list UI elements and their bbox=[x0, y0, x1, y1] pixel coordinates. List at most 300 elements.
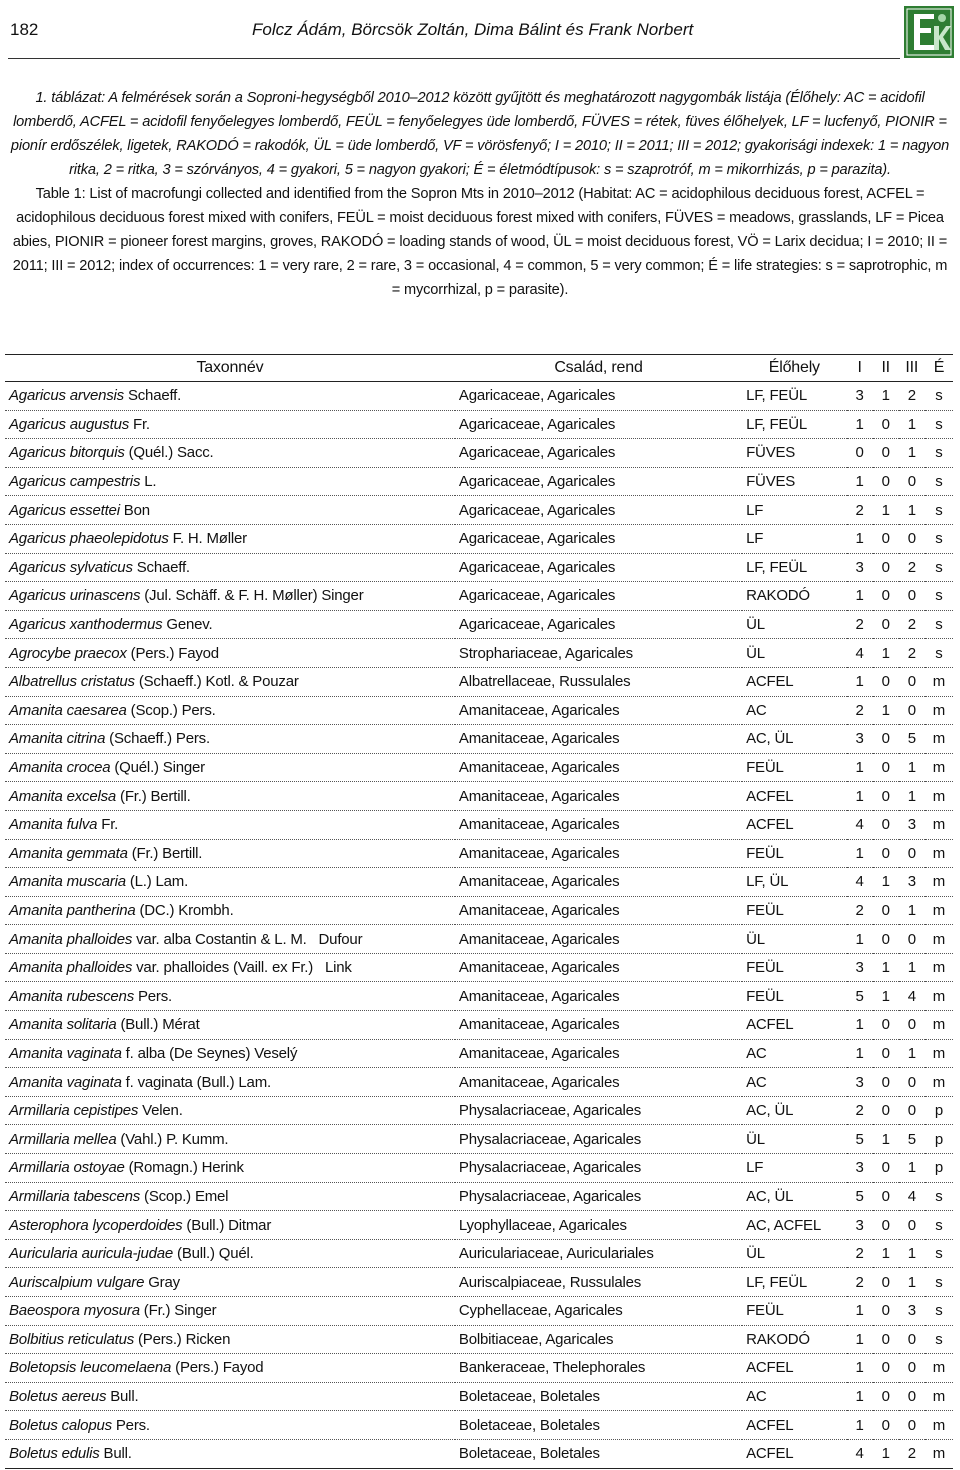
year-2012-cell: 0 bbox=[899, 524, 925, 553]
family-cell: Bolbitiaceae, Agaricales bbox=[455, 1325, 742, 1354]
habitat-cell: ACFEL bbox=[742, 1354, 846, 1383]
year-2012-cell: 1 bbox=[899, 1268, 925, 1297]
taxon-name-cell bbox=[5, 725, 455, 754]
header-habitat: Élőhely bbox=[742, 355, 846, 382]
taxon-name-cell bbox=[5, 582, 455, 611]
family-cell: Agaricaceae, Agaricales bbox=[455, 553, 742, 582]
life-strategy-cell: m bbox=[925, 1011, 953, 1040]
year-2012-cell: 1 bbox=[899, 410, 925, 439]
habitat-cell: ACFEL bbox=[742, 1011, 846, 1040]
year-2011-cell: 0 bbox=[873, 467, 899, 496]
life-strategy-cell: s bbox=[925, 382, 953, 411]
taxon-author: (Vahl.) P. Kumm. bbox=[116, 1130, 229, 1148]
taxon-binomial: Amanita pantherina bbox=[9, 901, 136, 919]
year-2012-cell: 2 bbox=[899, 610, 925, 639]
table-caption bbox=[8, 86, 952, 302]
family-cell: Amanitaceae, Agaricales bbox=[455, 753, 742, 782]
year-2011-cell: 1 bbox=[873, 1125, 899, 1154]
table-row bbox=[5, 410, 953, 439]
year-2012-cell: 3 bbox=[899, 810, 925, 839]
taxon-binomial: Agaricus phaeolepidotus bbox=[9, 530, 169, 548]
year-2010-cell: 4 bbox=[847, 639, 873, 668]
taxon-name-cell bbox=[5, 982, 455, 1011]
family-cell: Agaricaceae, Agaricales bbox=[455, 467, 742, 496]
taxon-binomial: Agaricus augustus bbox=[9, 415, 130, 433]
table-row bbox=[5, 810, 953, 839]
year-2012-cell: 2 bbox=[899, 382, 925, 411]
taxon-author: (Scop.) Emel bbox=[140, 1187, 229, 1205]
family-cell: Amanitaceae, Agaricales bbox=[455, 1068, 742, 1097]
taxon-binomial: Amanita excelsa bbox=[9, 787, 117, 805]
habitat-cell: LF, FEÜL bbox=[742, 382, 846, 411]
year-2011-cell: 0 bbox=[873, 1382, 899, 1411]
taxon-name-cell bbox=[5, 1411, 455, 1440]
family-cell: Amanitaceae, Agaricales bbox=[455, 839, 742, 868]
year-2010-cell: 5 bbox=[847, 982, 873, 1011]
taxon-binomial: Agaricus xanthodermus bbox=[9, 616, 163, 634]
year-2010-cell: 3 bbox=[847, 1154, 873, 1183]
year-2010-cell: 3 bbox=[847, 1211, 873, 1240]
year-2011-cell: 1 bbox=[873, 982, 899, 1011]
year-2010-cell: 1 bbox=[847, 839, 873, 868]
journal-logo-icon bbox=[904, 6, 954, 58]
habitat-cell: FEÜL bbox=[742, 753, 846, 782]
table-row bbox=[5, 1182, 953, 1211]
header-taxon: Taxonnév bbox=[5, 355, 455, 382]
habitat-cell: AC bbox=[742, 696, 846, 725]
taxon-name-cell bbox=[5, 868, 455, 897]
family-cell: Agaricaceae, Agaricales bbox=[455, 582, 742, 611]
taxon-name-cell bbox=[5, 410, 455, 439]
table-header-row bbox=[5, 355, 953, 382]
taxon-binomial: Amanita caesarea bbox=[9, 701, 127, 719]
family-cell: Physalacriaceae, Agaricales bbox=[455, 1096, 742, 1125]
taxon-author: (Fr.) Singer bbox=[139, 1302, 217, 1320]
taxon-name-cell bbox=[5, 1382, 455, 1411]
taxon-author: Fr. bbox=[129, 415, 150, 433]
year-2010-cell: 2 bbox=[847, 896, 873, 925]
habitat-cell: ÜL bbox=[742, 610, 846, 639]
year-2011-cell: 0 bbox=[873, 439, 899, 468]
table-body bbox=[5, 382, 953, 1469]
family-cell: Auriscalpiaceae, Russulales bbox=[455, 1268, 742, 1297]
life-strategy-cell: m bbox=[925, 725, 953, 754]
taxon-author: (Fr.) Bertill. bbox=[127, 844, 203, 862]
year-2012-cell: 0 bbox=[899, 1096, 925, 1125]
taxon-binomial: Asterophora lycoperdoides bbox=[9, 1216, 183, 1234]
habitat-cell: ÜL bbox=[742, 639, 846, 668]
year-2011-cell: 1 bbox=[873, 1239, 899, 1268]
taxon-author: (Schaeff.) Kotl. & Pouzar bbox=[134, 673, 299, 691]
table-row bbox=[5, 868, 953, 897]
taxon-author: (Quél.) Sacc. bbox=[124, 444, 214, 462]
year-2010-cell: 5 bbox=[847, 1182, 873, 1211]
year-2011-cell: 1 bbox=[873, 696, 899, 725]
taxon-name-cell bbox=[5, 1439, 455, 1468]
taxon-binomial: Bolbitius reticulatus bbox=[9, 1330, 135, 1348]
header-life-strategy: É bbox=[925, 355, 953, 382]
life-strategy-cell: m bbox=[925, 953, 953, 982]
taxon-author: L. bbox=[140, 473, 157, 491]
year-2010-cell: 2 bbox=[847, 610, 873, 639]
table-row bbox=[5, 1354, 953, 1383]
year-2010-cell: 1 bbox=[847, 1011, 873, 1040]
family-cell: Agaricaceae, Agaricales bbox=[455, 382, 742, 411]
habitat-cell: LF, ÜL bbox=[742, 868, 846, 897]
year-2012-cell: 2 bbox=[899, 553, 925, 582]
year-2011-cell: 0 bbox=[873, 1354, 899, 1383]
family-cell: Boletaceae, Boletales bbox=[455, 1382, 742, 1411]
family-cell: Amanitaceae, Agaricales bbox=[455, 782, 742, 811]
taxon-name-cell bbox=[5, 1182, 455, 1211]
habitat-cell: FÜVES bbox=[742, 439, 846, 468]
year-2012-cell: 1 bbox=[899, 953, 925, 982]
table-row bbox=[5, 1239, 953, 1268]
table-row bbox=[5, 1154, 953, 1183]
table-row bbox=[5, 467, 953, 496]
year-2011-cell: 1 bbox=[873, 953, 899, 982]
species-table bbox=[5, 354, 953, 1469]
year-2011-cell: 0 bbox=[873, 1268, 899, 1297]
taxon-name-cell bbox=[5, 1125, 455, 1154]
table-row bbox=[5, 382, 953, 411]
year-2012-cell: 1 bbox=[899, 1239, 925, 1268]
taxon-name-cell bbox=[5, 553, 455, 582]
year-2012-cell: 4 bbox=[899, 982, 925, 1011]
year-2012-cell: 0 bbox=[899, 1211, 925, 1240]
year-2011-cell: 0 bbox=[873, 410, 899, 439]
life-strategy-cell: s bbox=[925, 410, 953, 439]
year-2012-cell: 0 bbox=[899, 582, 925, 611]
life-strategy-cell: m bbox=[925, 896, 953, 925]
taxon-author: Bull. bbox=[99, 1445, 132, 1463]
year-2010-cell: 4 bbox=[847, 868, 873, 897]
year-2011-cell: 1 bbox=[873, 1439, 899, 1468]
life-strategy-cell: m bbox=[925, 667, 953, 696]
taxon-author: (Pers.) Ricken bbox=[134, 1330, 231, 1348]
year-2011-cell: 1 bbox=[873, 639, 899, 668]
taxon-binomial: Armillaria mellea bbox=[9, 1130, 117, 1148]
table-row bbox=[5, 953, 953, 982]
table-row bbox=[5, 753, 953, 782]
habitat-cell: LF, FEÜL bbox=[742, 410, 846, 439]
habitat-cell: ÜL bbox=[742, 925, 846, 954]
taxon-name-cell bbox=[5, 925, 455, 954]
taxon-name-cell bbox=[5, 439, 455, 468]
year-2011-cell: 1 bbox=[873, 868, 899, 897]
table-row bbox=[5, 1211, 953, 1240]
habitat-cell: LF bbox=[742, 524, 846, 553]
year-2012-cell: 0 bbox=[899, 1382, 925, 1411]
taxon-author: Pers. bbox=[111, 1416, 150, 1434]
taxon-name-cell bbox=[5, 810, 455, 839]
year-2011-cell: 0 bbox=[873, 782, 899, 811]
taxon-author: Bull. bbox=[106, 1388, 139, 1406]
taxon-author: (Bull.) Quél. bbox=[173, 1245, 254, 1263]
habitat-cell: RAKODÓ bbox=[742, 582, 846, 611]
life-strategy-cell: s bbox=[925, 1325, 953, 1354]
taxon-author: (Scop.) Pers. bbox=[126, 701, 216, 719]
table-row bbox=[5, 982, 953, 1011]
taxon-author: (Fr.) Bertill. bbox=[116, 787, 191, 805]
life-strategy-cell: m bbox=[925, 1354, 953, 1383]
family-cell: Agaricaceae, Agaricales bbox=[455, 610, 742, 639]
year-2010-cell: 1 bbox=[847, 1382, 873, 1411]
table-row bbox=[5, 782, 953, 811]
year-2010-cell: 4 bbox=[847, 810, 873, 839]
table-row bbox=[5, 839, 953, 868]
taxon-author: (Jul. Schäff. & F. H. Møller) Singer bbox=[140, 587, 364, 605]
family-cell: Albatrellaceae, Russulales bbox=[455, 667, 742, 696]
taxon-author: var. phalloides (Vaill. ex Fr.) Link bbox=[132, 959, 352, 977]
family-cell: Amanitaceae, Agaricales bbox=[455, 810, 742, 839]
taxon-name-cell bbox=[5, 1325, 455, 1354]
year-2010-cell: 1 bbox=[847, 1039, 873, 1068]
caption-hungarian: 1. táblázat: A felmérések során a Soproni-hegységből 2010–2012 között gyűjtött és meghatározott nagygombák listája (Élőhely: AC = acidofil lomberdő, ACFEL = acidofil fenyőelegyes lomberdő, FEÜL = fenyőelegyes üde lomberdő, FÜVES = rétek, füves élőhelyek, LF = lucfenyő, PIONIR = pionír erdőszélek, ligetek, RAKODÓ = rakodók, ÜL = üde lomberdő, VF = vörösfenyő; I = 2010; II = 2011; III = 2012; gyakorisági indexek: 1 = nagyon ritka, 2 = ritka, 3 = szórványos, 4 = gyakori, 5 = nagyon gyakori; É = életmódtípusok: s = szaprotróf, m = mikorrhizás, p = parazita). bbox=[10, 90, 950, 178]
year-2012-cell: 0 bbox=[899, 839, 925, 868]
family-cell: Physalacriaceae, Agaricales bbox=[455, 1154, 742, 1183]
taxon-name-cell bbox=[5, 953, 455, 982]
table-row bbox=[5, 1297, 953, 1326]
year-2012-cell: 1 bbox=[899, 496, 925, 525]
life-strategy-cell: p bbox=[925, 1154, 953, 1183]
taxon-author: (L.) Lam. bbox=[125, 873, 189, 891]
life-strategy-cell: m bbox=[925, 753, 953, 782]
life-strategy-cell: p bbox=[925, 1125, 953, 1154]
habitat-cell: FEÜL bbox=[742, 1297, 846, 1326]
year-2011-cell: 0 bbox=[873, 1325, 899, 1354]
year-2012-cell: 2 bbox=[899, 639, 925, 668]
table-row bbox=[5, 524, 953, 553]
taxon-author: Genev. bbox=[162, 616, 213, 634]
family-cell: Boletaceae, Boletales bbox=[455, 1411, 742, 1440]
year-2012-cell: 5 bbox=[899, 725, 925, 754]
year-2010-cell: 1 bbox=[847, 467, 873, 496]
taxon-author: var. alba Costantin & L. M. Dufour bbox=[132, 930, 363, 948]
taxon-name-cell bbox=[5, 782, 455, 811]
taxon-binomial: Amanita phalloides bbox=[9, 959, 133, 977]
year-2011-cell: 0 bbox=[873, 524, 899, 553]
family-cell: Strophariaceae, Agaricales bbox=[455, 639, 742, 668]
table-row bbox=[5, 725, 953, 754]
family-cell: Cyphellaceae, Agaricales bbox=[455, 1297, 742, 1326]
family-cell: Amanitaceae, Agaricales bbox=[455, 953, 742, 982]
taxon-author: Schaeff. bbox=[123, 387, 182, 405]
family-cell: Boletaceae, Boletales bbox=[455, 1439, 742, 1468]
year-2011-cell: 0 bbox=[873, 1154, 899, 1183]
life-strategy-cell: m bbox=[925, 1068, 953, 1097]
family-cell: Agaricaceae, Agaricales bbox=[455, 524, 742, 553]
year-2011-cell: 0 bbox=[873, 753, 899, 782]
taxon-binomial: Amanita solitaria bbox=[9, 1016, 117, 1034]
life-strategy-cell: p bbox=[925, 1096, 953, 1125]
running-authors: Folcz Ádám, Börcsök Zoltán, Dima Bálint és Frank Norbert bbox=[252, 20, 694, 39]
year-2010-cell: 3 bbox=[847, 725, 873, 754]
taxon-author: (Pers.) Fayod bbox=[171, 1359, 264, 1377]
habitat-cell: FEÜL bbox=[742, 896, 846, 925]
life-strategy-cell: s bbox=[925, 553, 953, 582]
year-2012-cell: 0 bbox=[899, 1325, 925, 1354]
table-row bbox=[5, 925, 953, 954]
year-2011-cell: 0 bbox=[873, 582, 899, 611]
year-2011-cell: 0 bbox=[873, 1068, 899, 1097]
taxon-binomial: Agaricus urinascens bbox=[9, 587, 141, 605]
family-cell: Amanitaceae, Agaricales bbox=[455, 1011, 742, 1040]
table-row bbox=[5, 439, 953, 468]
taxon-binomial: Amanita rubescens bbox=[9, 987, 135, 1005]
page-number: 182 bbox=[10, 20, 39, 39]
year-2011-cell: 0 bbox=[873, 896, 899, 925]
taxon-author: (Romagn.) Herink bbox=[124, 1159, 244, 1177]
family-cell: Amanitaceae, Agaricales bbox=[455, 868, 742, 897]
life-strategy-cell: s bbox=[925, 496, 953, 525]
taxon-name-cell bbox=[5, 839, 455, 868]
taxon-binomial: Amanita muscaria bbox=[9, 873, 126, 891]
habitat-cell: LF bbox=[742, 496, 846, 525]
life-strategy-cell: m bbox=[925, 1439, 953, 1468]
life-strategy-cell: m bbox=[925, 868, 953, 897]
family-cell: Agaricaceae, Agaricales bbox=[455, 439, 742, 468]
taxon-author: Schaeff. bbox=[132, 558, 190, 576]
year-2012-cell: 3 bbox=[899, 868, 925, 897]
year-2012-cell: 3 bbox=[899, 1297, 925, 1326]
taxon-author: f. vaginata (Bull.) Lam. bbox=[121, 1073, 271, 1091]
year-2010-cell: 1 bbox=[847, 753, 873, 782]
life-strategy-cell: s bbox=[925, 1211, 953, 1240]
header-rule bbox=[8, 58, 900, 59]
life-strategy-cell: m bbox=[925, 810, 953, 839]
habitat-cell: FEÜL bbox=[742, 839, 846, 868]
taxon-binomial: Amanita vaginata bbox=[9, 1073, 122, 1091]
table-row bbox=[5, 1068, 953, 1097]
table-row bbox=[5, 1325, 953, 1354]
year-2010-cell: 1 bbox=[847, 524, 873, 553]
life-strategy-cell: m bbox=[925, 1382, 953, 1411]
year-2010-cell: 2 bbox=[847, 1239, 873, 1268]
taxon-author: (Quél.) Singer bbox=[110, 759, 205, 777]
family-cell: Auriculariaceae, Auriculariales bbox=[455, 1239, 742, 1268]
taxon-author: (DC.) Krombh. bbox=[135, 901, 234, 919]
year-2010-cell: 2 bbox=[847, 1096, 873, 1125]
habitat-cell: ÜL bbox=[742, 1125, 846, 1154]
year-2011-cell: 0 bbox=[873, 810, 899, 839]
year-2010-cell: 2 bbox=[847, 696, 873, 725]
taxon-binomial: Boletopsis leucomelaena bbox=[9, 1359, 172, 1377]
taxon-binomial: Auriscalpium vulgare bbox=[9, 1273, 145, 1291]
year-2012-cell: 0 bbox=[899, 925, 925, 954]
life-strategy-cell: m bbox=[925, 1039, 953, 1068]
family-cell: Amanitaceae, Agaricales bbox=[455, 925, 742, 954]
table-row bbox=[5, 639, 953, 668]
year-2011-cell: 0 bbox=[873, 925, 899, 954]
taxon-name-cell bbox=[5, 639, 455, 668]
table-row bbox=[5, 1439, 953, 1468]
taxon-name-cell bbox=[5, 1354, 455, 1383]
year-2012-cell: 0 bbox=[899, 1068, 925, 1097]
taxon-name-cell bbox=[5, 753, 455, 782]
year-2011-cell: 0 bbox=[873, 1011, 899, 1040]
year-2012-cell: 0 bbox=[899, 696, 925, 725]
table-row bbox=[5, 1096, 953, 1125]
taxon-name-cell bbox=[5, 610, 455, 639]
taxon-binomial: Baeospora myosura bbox=[9, 1302, 140, 1320]
year-2012-cell: 1 bbox=[899, 753, 925, 782]
taxon-binomial: Boletus edulis bbox=[9, 1445, 100, 1463]
taxon-binomial: Agrocybe praecox bbox=[9, 644, 127, 662]
year-2011-cell: 0 bbox=[873, 1297, 899, 1326]
habitat-cell: LF, FEÜL bbox=[742, 553, 846, 582]
year-2012-cell: 0 bbox=[899, 467, 925, 496]
year-2012-cell: 1 bbox=[899, 896, 925, 925]
habitat-cell: FEÜL bbox=[742, 953, 846, 982]
taxon-binomial: Amanita gemmata bbox=[9, 844, 128, 862]
family-cell: Amanitaceae, Agaricales bbox=[455, 725, 742, 754]
table-row bbox=[5, 610, 953, 639]
taxon-name-cell bbox=[5, 496, 455, 525]
table-row bbox=[5, 1125, 953, 1154]
year-2011-cell: 0 bbox=[873, 839, 899, 868]
family-cell: Amanitaceae, Agaricales bbox=[455, 696, 742, 725]
year-2010-cell: 3 bbox=[847, 382, 873, 411]
taxon-author: Fr. bbox=[97, 816, 119, 834]
header-family: Család, rend bbox=[455, 355, 742, 382]
year-2010-cell: 1 bbox=[847, 1411, 873, 1440]
taxon-binomial: Amanita crocea bbox=[9, 759, 111, 777]
taxon-author: Gray bbox=[144, 1273, 180, 1291]
year-2010-cell: 3 bbox=[847, 553, 873, 582]
year-2012-cell: 0 bbox=[899, 667, 925, 696]
habitat-cell: ACFEL bbox=[742, 1411, 846, 1440]
taxon-author: Velen. bbox=[138, 1102, 183, 1120]
family-cell: Amanitaceae, Agaricales bbox=[455, 982, 742, 1011]
family-cell: Physalacriaceae, Agaricales bbox=[455, 1125, 742, 1154]
habitat-cell: AC, ÜL bbox=[742, 1182, 846, 1211]
taxon-author: (Schaeff.) Pers. bbox=[105, 730, 210, 748]
habitat-cell: ACFEL bbox=[742, 667, 846, 696]
taxon-name-cell bbox=[5, 382, 455, 411]
taxon-binomial: Armillaria cepistipes bbox=[9, 1102, 139, 1120]
taxon-binomial: Amanita phalloides bbox=[9, 930, 133, 948]
habitat-cell: AC bbox=[742, 1039, 846, 1068]
habitat-cell: AC, ACFEL bbox=[742, 1211, 846, 1240]
taxon-name-cell bbox=[5, 896, 455, 925]
table-row bbox=[5, 582, 953, 611]
taxon-binomial: Amanita fulva bbox=[9, 816, 98, 834]
year-2010-cell: 1 bbox=[847, 410, 873, 439]
year-2010-cell: 1 bbox=[847, 1325, 873, 1354]
table-row bbox=[5, 1268, 953, 1297]
life-strategy-cell: s bbox=[925, 467, 953, 496]
year-2012-cell: 1 bbox=[899, 439, 925, 468]
page-header bbox=[0, 0, 960, 60]
taxon-author: (Bull.) Mérat bbox=[116, 1016, 200, 1034]
taxon-author: F. H. Møller bbox=[168, 530, 247, 548]
habitat-cell: RAKODÓ bbox=[742, 1325, 846, 1354]
year-2010-cell: 1 bbox=[847, 1354, 873, 1383]
habitat-cell: AC bbox=[742, 1382, 846, 1411]
habitat-cell: ACFEL bbox=[742, 810, 846, 839]
taxon-binomial: Albatrellus cristatus bbox=[9, 673, 135, 691]
taxon-name-cell bbox=[5, 667, 455, 696]
taxon-binomial: Amanita citrina bbox=[9, 730, 106, 748]
life-strategy-cell: s bbox=[925, 1297, 953, 1326]
table-row bbox=[5, 696, 953, 725]
year-2010-cell: 4 bbox=[847, 1439, 873, 1468]
year-2011-cell: 0 bbox=[873, 667, 899, 696]
habitat-cell: LF bbox=[742, 1154, 846, 1183]
year-2010-cell: 3 bbox=[847, 1068, 873, 1097]
year-2012-cell: 4 bbox=[899, 1182, 925, 1211]
